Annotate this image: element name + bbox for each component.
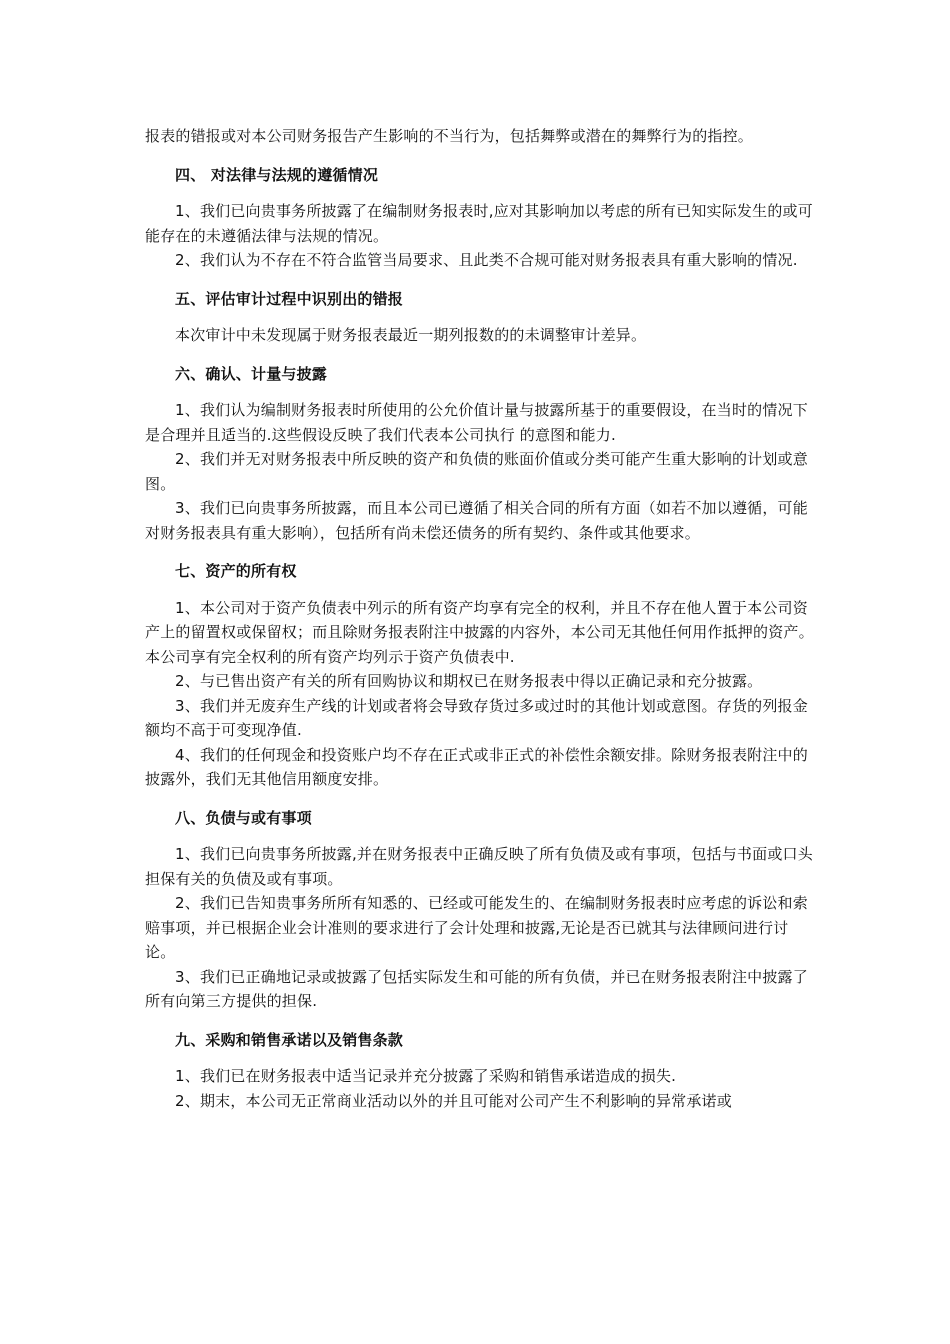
paragraph: 3、我们已正确地记录或披露了包括实际发生和可能的所有负债，并已在财务报表附注中披露了所有向第三方提供的担保. (145, 967, 808, 1010)
section-heading-5: 五、评估审计过程中识别出的错报 (175, 289, 404, 308)
paragraph: 2、我们并无对财务报表中所反映的资产和负债的账面价值或分类可能产生重大影响的计划或意图。 (145, 450, 808, 493)
paragraph: 本次审计中未发现属于财务报表最近一期列报数的的未调整审计差异。 (175, 326, 647, 344)
paragraph: 2、我们已告知贵事务所所有知悉的、已经或可能发生的、在编制财务报表时应考虑的诉讼和索赔事项，并已根据企业会计准则的要求进行了会计处理和披露,无论是否已就其与法律顾问进行讨论。 (145, 894, 808, 961)
section-heading-4: 四、 对法律与法规的遵循情况 (175, 165, 379, 184)
section-heading-7: 七、资产的所有权 (175, 562, 297, 580)
paragraph: 1、我们已向贵事务所披露,并在财务报表中正确反映了所有负债及或有事项，包括与书面或口头担保有关的负债及或有事项。 (145, 845, 813, 888)
paragraph: 2、我们认为不存在不符合监管当局要求、且此类不合规可能对财务报表具有重大影响的情况. (175, 251, 798, 269)
section-heading-6: 六、确认、计量与披露 (175, 364, 328, 383)
paragraph: 1、我们已在财务报表中适当记录并充分披露了采购和销售承诺造成的损失. (175, 1067, 677, 1085)
paragraph: 3、我们已向贵事务所披露，而且本公司已遵循了相关合同的所有方面（如若不加以遵循，可能对财务报表具有重大影响），包括所有尚未偿还债务的所有契约、条件或其他要求。 (145, 499, 808, 542)
paragraph: 2、期末，本公司无正常商业活动以外的并且可能对公司产生不利影响的异常承诺或 (175, 1091, 732, 1110)
section-heading-9: 九、采购和销售承诺以及销售条款 (175, 1030, 404, 1049)
paragraph: 4、我们的任何现金和投资账户均不存在正式或非正式的补偿性余额安排。除财务报表附注中的披露外，我们无其他信用额度安排。 (145, 745, 808, 788)
paragraph: 1、我们认为编制财务报表时所使用的公允价值计量与披露所基于的重要假设，在当时的情况下是合理并且适当的.这些假设反映了我们代表本公司执行 的意图和能力. (145, 401, 808, 444)
paragraph: 3、我们并无废弃生产线的计划或者将会导致存货过多或过时的其他计划或意图。存货的列报金额均不高于可变现净值. (145, 696, 808, 739)
paragraph: 2、与已售出资产有关的所有回购协议和期权已在财务报表中得以正确记录和充分披露。 (175, 672, 763, 690)
paragraph: 1、本公司对于资产负债表中列示的所有资产均享有完全的权利，并且不存在他人置于本公司资产上的留置权或保留权；而且除财务报表附注中披露的内容外，本公司无其他任何用作抵押的资产。本公司享有完全权利的所有资产均列示于资产负债表中. (145, 598, 814, 666)
section-heading-8: 八、负债与或有事项 (175, 808, 312, 827)
intro-paragraph: 报表的错报或对本公司财务报告产生影响的不当行为，包括舞弊或潜在的舞弊行为的指控。 (145, 127, 754, 145)
paragraph: 1、我们已向贵事务所披露了在编制财务报表时,应对其影响加以考虑的所有已知实际发生的或可能存在的未遵循法律与法规的情况。 (145, 202, 813, 245)
document-body (145, 124, 815, 1113)
